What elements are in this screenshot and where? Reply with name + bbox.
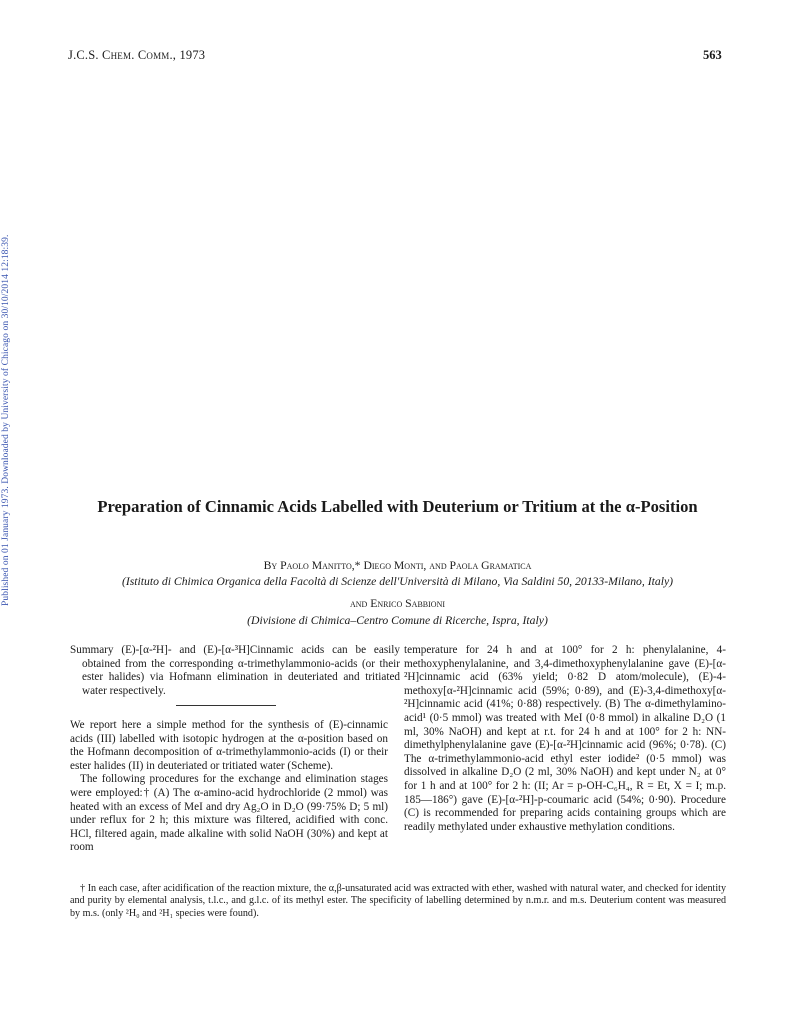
body-paragraph: We report here a simple method for the synthesis of (E)-cinnamic acids (III) labelled with isotopic hydrogen at the α-position based on the Hofmann decomposition of α-trimethylammonio-acids (I) or their ester halides (II) in deuteriated or tritiated water (Scheme). [70, 719, 388, 772]
body-paragraph: The following procedures for the exchange and elimination stages were employed:† (A) The α-amino-acid hydrochloride (2 mmol) was heated with an excess of MeI and dry Ag₂O in D₂O (99·75% D; 5 ml) under reflux for 2 h; this mixture was filtered, acidified with conc. HCl, filtered again, made alkaline with solid NaOH (30%) and kept at room [70, 773, 388, 854]
summary-divider [176, 705, 276, 706]
author-list: By Paolo Manitto,* Diego Monti, and Paola Gramatica [263, 559, 532, 572]
article-title: Preparation of Cinnamic Acids Labelled with Deuterium or Tritium at the α-Position [97, 497, 698, 516]
page-number: 563 [703, 48, 722, 62]
footnote: † In each case, after acidification of the reaction mixture, the α,β-unsaturated acid was extracted with ether, washed with natural water, and checked for identity and purity by elemental analysis, t.l.c., and g.l.c. of its methyl ester. The specificity of labelling determined by n.m.r. and m.s. Deuterium content was measured by m.s. (only ²H₀ and ²H₁ species were found). [70, 883, 726, 919]
body-left-column [70, 719, 388, 855]
body-right-column: temperature for 24 h and at 100° for 2 h: phenylalanine, 4-methoxyphenylalanine, and 3,4-dimethoxyphenylalanine gave (E)-[α-²H]cinnamic acid (63% yield; 0·82 D atom/molecule), (E)-4-methoxy[α-²H]cinnamic acid (59%; 0·89), and (E)-3,4-dimethoxy[α-²H]cinnamic acid (41%; 0·88) respectively. (B) The α-dimethylamino-acid¹ (0·5 mmol) was treated with MeI (0·8 mmol) in alkaline D₂O (1 ml, 30% NaOH) and kept at r.t. for 24 h and at 100° for 2 h: NN-dimethylphenylalanine gave (E)-[α-²H]cinnamic acid (96%; 0·78). (C) The α-trimethylammonio-acid ethyl ester iodide² (0·5 mmol) was dissolved in alkaline D₂O (2 ml, 30% NaOH) and kept under N₂ at 0° for 1 h and at 100° for 2 h: (II; Ar = p-OH-C₆H₄, R = Et, X = I; m.p. 185—186°) gave (E)-[α-²H]-p-coumaric acid (54%; 0·90). Procedure (C) is recommended for preparing acids containing groups which are readily methylated under exhaustive methylation conditions. [404, 644, 726, 833]
download-notice[interactable]: Published on 01 January 1973. Downloaded by University of Chicago on 30/10/2014 12:18:39. [1, 234, 11, 606]
summary-paragraph: Summary (E)-[α-²H]- and (E)-[α-³H]Cinnamic acids can be easily obtained from the corresponding α-trimethylammonio-acids (or their ester halides) via Hofmann elimination in deuteriated and tritiated water respectively. [70, 644, 400, 697]
author-sabbioni: and Enrico Sabbioni [349, 597, 446, 610]
affiliation-milano: (Istituto di Chimica Organica della Facoltà di Scienze dell'Università di Milano, Via Saldini 50, 20133-Milano, Italy) [121, 575, 674, 588]
affiliation-ispra: (Divisione di Chimica–Centro Comune di Ricerche, Ispra, Italy) [247, 614, 548, 627]
journal-header: J.C.S. Chem. Comm., 1973 [68, 48, 206, 62]
